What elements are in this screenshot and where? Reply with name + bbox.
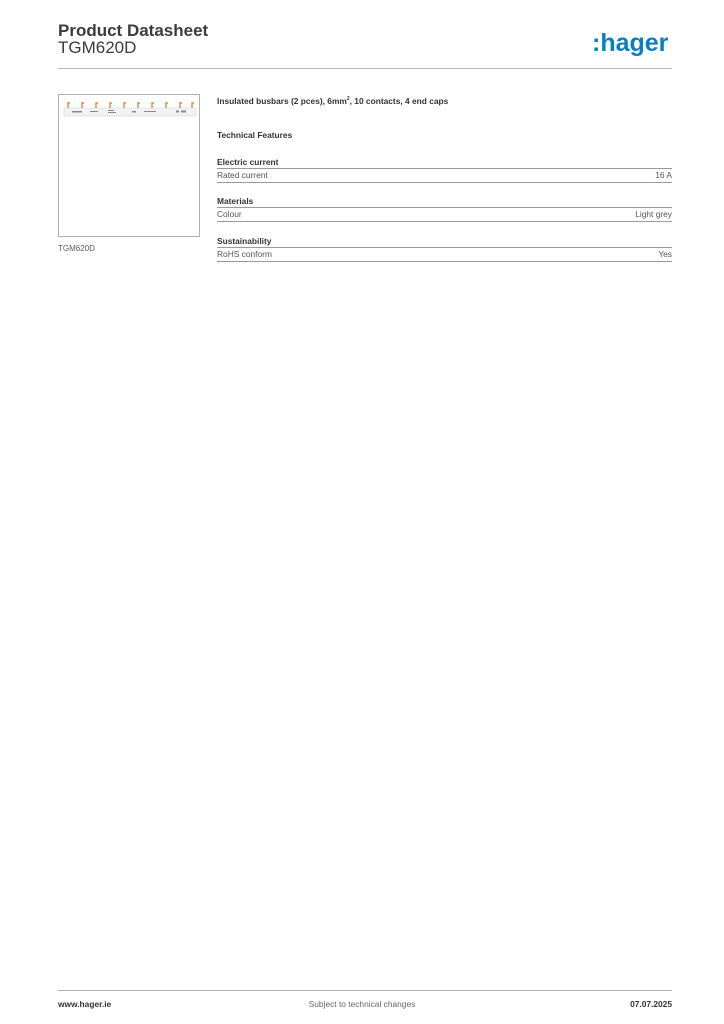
feature-group-sustainability (217, 235, 672, 262)
footer-date: 07.07.2025 (630, 999, 672, 1009)
image-caption: TGM620D (58, 244, 95, 253)
technical-features-heading: Technical Features (217, 130, 293, 140)
page-title: Product Datasheet (58, 21, 209, 40)
feature-label: Rated current (217, 170, 268, 180)
feature-row (217, 248, 672, 262)
product-reference: TGM620D (58, 38, 137, 57)
feature-label: RoHS conform (217, 249, 272, 259)
footer-website-link[interactable]: www.hager.ie (58, 999, 112, 1009)
feature-value: Yes (658, 249, 672, 259)
group-title: Sustainability (217, 235, 672, 248)
busbar-illustration (62, 98, 198, 122)
feature-label: Colour (217, 209, 242, 219)
feature-group-materials (217, 195, 672, 222)
feature-value: Light grey (635, 209, 672, 219)
product-description (217, 96, 448, 106)
header-divider (58, 68, 672, 69)
hager-logo (592, 28, 674, 58)
product-image (58, 94, 200, 237)
group-title: Materials (217, 195, 672, 208)
feature-row (217, 169, 672, 183)
description-superscript: 2 (346, 96, 350, 103)
footer-note: Subject to technical changes (308, 999, 416, 1009)
logo-text: :hager (592, 29, 669, 57)
description-text-end: , 10 contacts, 4 end caps (349, 96, 449, 106)
feature-value: 16 A (655, 170, 672, 180)
footer-divider (58, 990, 672, 991)
description-text: Insulated busbars (2 pces), 6mm (217, 96, 347, 106)
feature-group-electric-current (217, 156, 672, 183)
group-title: Electric current (217, 156, 672, 169)
feature-row (217, 208, 672, 222)
